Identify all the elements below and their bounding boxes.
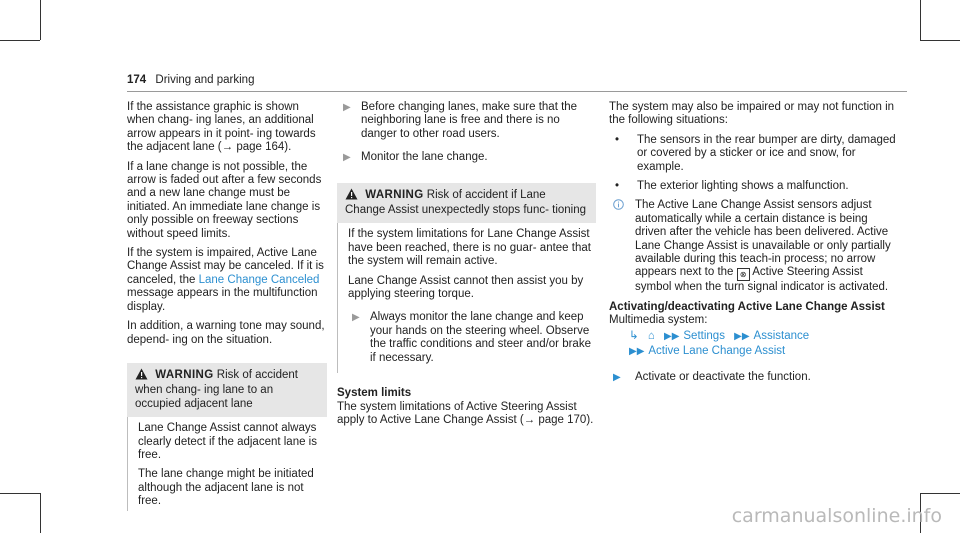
warning-triangle-icon [135,368,148,384]
step-text: Monitor the lane change. [361,151,488,164]
header-rule [127,91,907,92]
column-1 [127,101,327,511]
page-number: 174 [127,74,147,86]
paragraph: Multimedia system: [609,314,708,327]
message-link[interactable]: Lane Change Canceled [198,273,320,286]
warning-title: WARNING [155,368,214,381]
warning-paragraph: Lane Change Assist cannot then assist you by applying steering torque. [348,274,584,301]
paragraph [127,101,327,155]
note-text-part: Active Steering Assist symbol when the turn signal indicator is activated. [635,266,889,294]
crop-mark [920,0,921,40]
paragraph-text: ). [284,141,292,154]
menu-path [609,345,899,358]
paragraph: The system may also be impaired or may not function in the following situations: [609,101,895,127]
paragraph: If a lane change is not possible, the arrow is faded out after a few seconds and a new lane change must be initiated. An immediate lane change is only possible on freeway sections without speed limits. [127,160,322,240]
instruction-step [337,151,596,164]
menu-path [609,330,899,343]
bullet-item [609,180,899,193]
note-item [609,199,899,294]
bullet-text: The sensors in the rear bumper are dirty, damaged or covered by a sticker or ice and snow, for example. [637,133,896,173]
menu-item-assistance[interactable]: Assistance [753,329,810,342]
section-title: Driving and parking [155,74,255,86]
section-heading: Activating/deactivating Active Lane Change Assist [609,300,885,313]
home-icon[interactable]: ⌂ [647,329,655,342]
note-text [635,199,899,294]
section-heading: System limits [337,387,412,400]
warning-text: Risk of accident when chang- ing lane to an occupied adjacent lane [135,368,298,410]
crop-mark [920,40,960,41]
paragraph-text: message appears in the multifunction display. [127,287,318,313]
bullet-item [609,134,899,174]
info-icon [609,199,635,294]
bullet-dot-icon: • [615,180,620,193]
action-arrow-icon: ▶ [613,371,621,383]
crop-mark [40,0,41,40]
action-step [609,371,899,384]
warning-paragraph: The lane change might be initiated although the adjacent lane is not free. [138,468,314,508]
crop-mark [40,493,41,533]
warning-header [127,363,327,417]
crop-mark [920,493,960,494]
chevron-right-icon: ▶▶ [734,330,750,342]
watermark: carmanualsonline.info [731,504,942,527]
warning-body [127,417,327,510]
page-header [127,74,907,87]
warning-paragraph: Lane Change Assist cannot always clearly detect if the adjacent lane is free. [138,422,317,461]
step-arrow-icon: ▶ [343,102,351,113]
paragraph: In addition, a warning tone may sound, depend- ing on the situation. [127,320,325,346]
warning-header [337,183,596,224]
paragraph [127,247,327,314]
column-3 [609,101,899,384]
steering-assist-icon: ⊗ [737,268,750,281]
warning-box [127,363,327,511]
action-text: Activate or deactivate the function. [635,370,811,383]
menu-item-active-lane-change-assist[interactable]: Active Lane Change Assist [648,345,786,358]
warning-box [337,183,596,373]
warning-title: WARNING [365,188,424,201]
column-2 [337,101,596,433]
step-arrow-icon: ▶ [352,312,360,324]
paragraph-text: The system limitations of Active Steering Assist apply to Active Lane Change Assist ( [337,400,577,426]
paragraph-text: If the assistance graphic is shown when chang- ing lanes, an additional arrow appears in it point- ing towards the adjacent lane ( [127,101,316,154]
paragraph-text: If the system is impaired, Active Lane Change Assist may be canceled. If it is canceled, the [127,247,324,286]
page-reference[interactable]: → page 170 [523,413,587,426]
paragraph-text: ). [586,413,594,426]
menu-item-settings[interactable]: Settings [683,329,725,342]
warning-text: Risk of accident if Lane Change Assist unexpectedly stops func- tioning [345,188,587,217]
instruction-step [337,101,596,141]
note-text-part: The Active Lane Change Assist sensors adjust automatically while a certain distance is being driven after the vehicle has been delivered. Active Lane Change Assist is unavailable or only partially available during this teach-in process; no arrow appears next to the [635,199,891,279]
step-text: Always monitor the lane change and keep your hands on the steering wheel. Observe the traffic conditions and steer and/or brake if necessary. [370,311,591,364]
warning-triangle-icon [345,188,358,204]
paragraph [337,401,596,428]
menu-path-arrow-icon: ↳ [629,329,639,342]
step-text: Before changing lanes, make sure that the neighboring lane is free and there is no danger to other road users. [361,101,578,140]
warning-body [337,223,596,373]
crop-mark [0,493,40,494]
chevron-right-icon: ▶▶ [664,330,680,342]
warning-paragraph: If the system limitations for Lane Change Assist have been reached, there is no guar- antee that the system will remain active. [348,228,591,268]
step-arrow-icon: ▶ [343,152,351,164]
page-reference[interactable]: → page 164 [221,141,285,154]
crop-mark [0,40,40,41]
chevron-right-icon: ▶▶ [629,346,645,358]
bullet-text: The exterior lighting shows a malfunction. [637,180,849,193]
bullet-dot-icon: • [615,133,620,146]
instruction-step [348,311,596,365]
